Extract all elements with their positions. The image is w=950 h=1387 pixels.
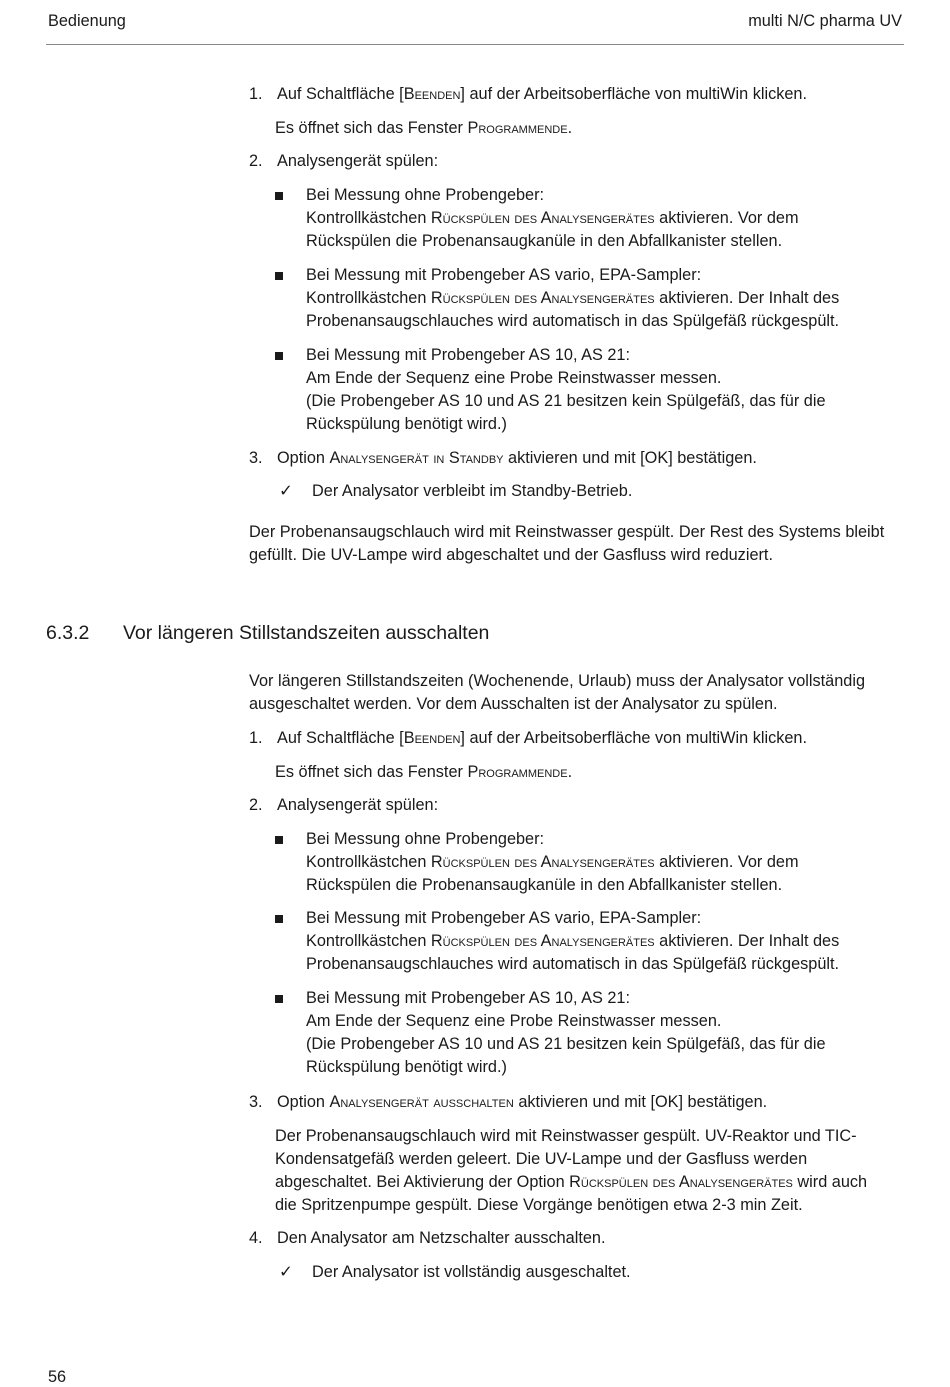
bullet-icon xyxy=(275,272,283,280)
intro-paragraph: Vor längeren Stillstandszeiten (Wochenende, Urlaub) muss der Analysator vollständig ausgeschaltet werden. Vor dem Ausschalten ist der Analysator zu spülen. xyxy=(249,672,866,713)
step-text: Auf Schaltfläche [Beenden] auf der Arbeitsoberfläche von multiWin klicken. xyxy=(277,85,808,103)
bullet-icon xyxy=(275,352,283,360)
section-number: 6.3.2 xyxy=(46,622,90,644)
checkmark-icon: ✓ xyxy=(279,1263,293,1281)
header-product: multi N/C pharma UV xyxy=(748,12,902,30)
bullet-icon xyxy=(275,192,283,200)
bullet-icon xyxy=(275,915,283,923)
page-header xyxy=(46,12,904,45)
bullet-icon xyxy=(275,836,283,844)
step-3-note: Der Probenansaugschlauch wird mit Reinstwasser gespült. UV-Reaktor und TIC- Kondensatgefäß werden geleert. Die UV-Lampe und der Gasfluss werden abgeschaltet. Bei Aktivierung der Option Rückspülen des Analysengerätes wird auch die Spritzenpumpe gespült. Diese Vorgänge benötigen etwa 2-3 min Zeit. xyxy=(275,1127,868,1214)
step-number: 1. xyxy=(249,85,263,103)
checkmark-icon: ✓ xyxy=(279,482,293,500)
step-1-result: Es öffnet sich das Fenster Programmende. xyxy=(275,763,573,781)
header-chapter: Bedienung xyxy=(48,12,126,30)
bullet-icon xyxy=(275,995,283,1003)
section-title: Vor längeren Stillstandszeiten ausschalten xyxy=(123,622,490,644)
paragraph: Der Probenansaugschlauch wird mit Reinstwasser gespült. Der Rest des Systems bleibt gefüllt. Die UV-Lampe wird abgeschaltet und der Gasfluss wird reduziert. xyxy=(249,523,885,564)
page-number: 56 xyxy=(48,1368,67,1386)
step-1-result: Es öffnet sich das Fenster Programmende. xyxy=(275,119,573,137)
